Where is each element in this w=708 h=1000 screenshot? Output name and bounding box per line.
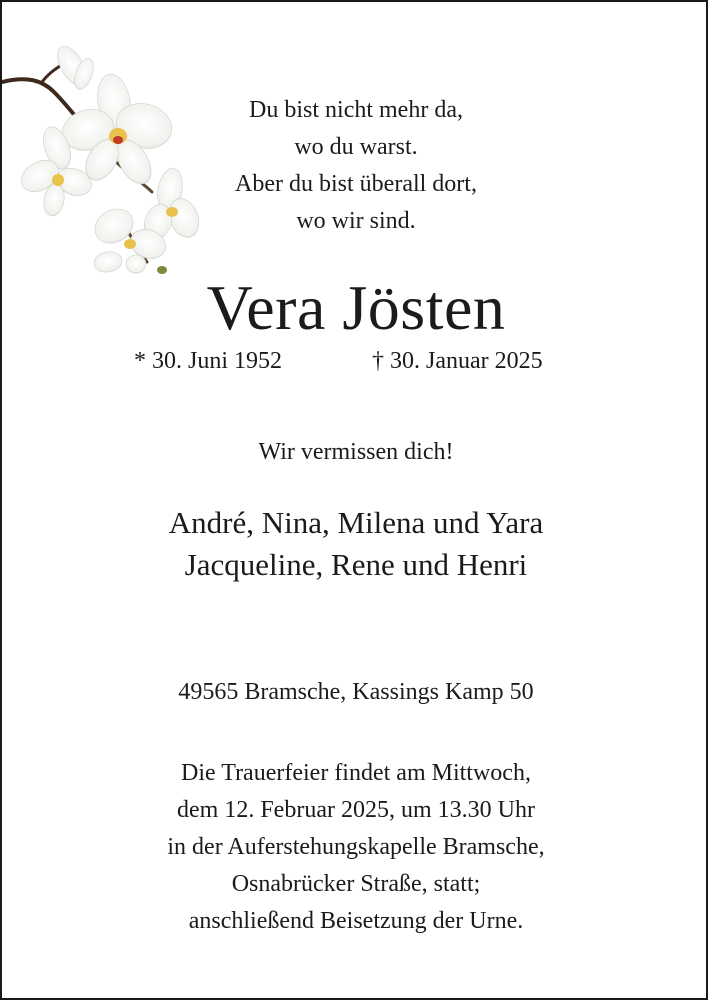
poem-line: wo wir sind. (296, 208, 416, 234)
service-line: in der Auferstehungskapelle Bramsche, (167, 834, 545, 860)
poem-line: Du bist nicht mehr da, (249, 97, 463, 123)
service-line: anschließend Beisetzung der Urne. (188, 908, 524, 934)
family-names (2, 502, 708, 586)
address: 49565 Bramsche, Kassings Kamp 50 (178, 679, 534, 705)
service-line: Osnabrücker Straße, statt; (231, 871, 481, 897)
service-details (2, 755, 708, 940)
family-line: André, Nina, Milena und Yara (168, 505, 544, 540)
birth-date: * 30. Juni 1952 (134, 348, 283, 374)
death-date: † 30. Januar 2025 (372, 348, 543, 374)
poem (2, 92, 708, 240)
poem-line: wo du warst. (294, 134, 418, 160)
poem-line: Aber du bist überall dort, (235, 171, 477, 197)
service-line: Die Trauerfeier findet am Mittwoch, (181, 760, 531, 786)
farewell-message: Wir vermissen dich! (258, 439, 454, 465)
service-line: dem 12. Februar 2025, um 13.30 Uhr (177, 797, 535, 823)
family-line: Jacqueline, Rene und Henri (184, 547, 528, 582)
deceased-name: Vera Jösten (206, 272, 506, 343)
